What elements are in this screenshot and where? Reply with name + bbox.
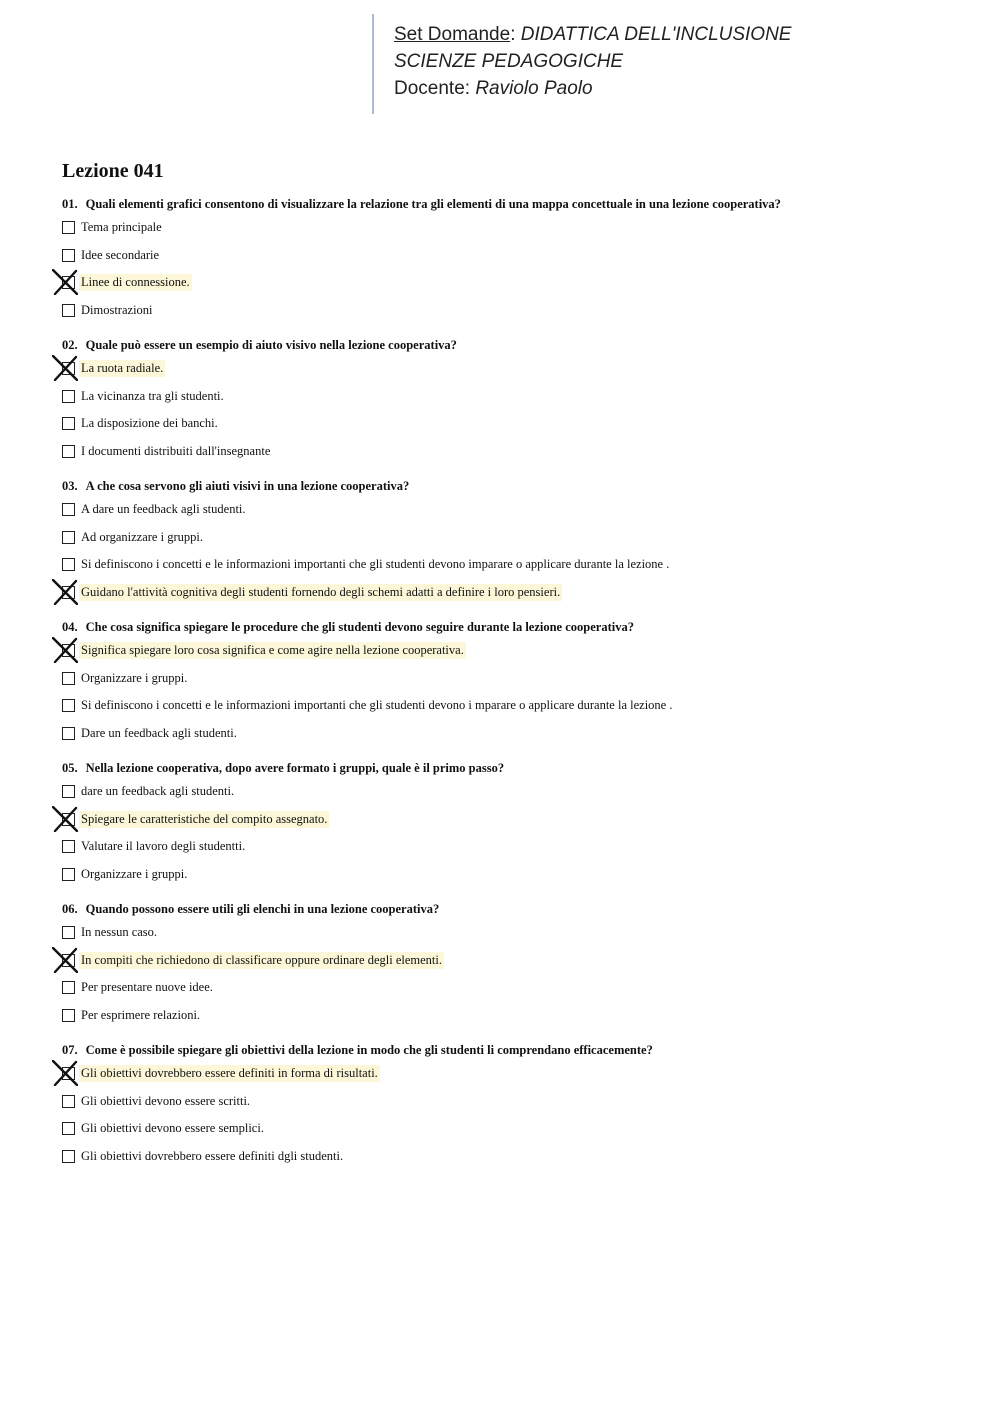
- answer-text: Organizzare i gruppi.: [81, 670, 188, 685]
- answer-text: Gli obiettivi devono essere semplici.: [81, 1121, 264, 1136]
- answer-text: In compiti che richiedono di classificare oppure ordinare degli elementi.: [81, 952, 442, 967]
- cross-mark-icon: [52, 269, 78, 295]
- answer-text: Gli obiettivi devono essere scritti.: [81, 1093, 251, 1108]
- checkbox[interactable]: [62, 558, 75, 571]
- answer-text: Per esprimere relazioni.: [81, 1007, 201, 1022]
- document-header: [372, 14, 791, 114]
- answer-text: Significa spiegare loro cosa significa e come agire nella lezione cooperativa.: [81, 643, 464, 658]
- answer-text: Guidano l'attività cognitiva degli studenti fornendo degli schemi adatti a definire i loro pensieri.: [81, 584, 561, 599]
- question-block: [62, 617, 962, 747]
- teacher-label: Docente:: [394, 78, 471, 99]
- checkbox[interactable]: [62, 1067, 75, 1080]
- checkbox[interactable]: [62, 445, 75, 458]
- answer-text: La disposizione dei banchi.: [81, 416, 218, 431]
- answer-text: Idee secondarie: [81, 247, 160, 262]
- question-number: 06.: [62, 902, 78, 916]
- set-title: DIDATTICA DELL'INCLUSIONE: [520, 24, 792, 45]
- answer-option-correct[interactable]: [62, 637, 962, 665]
- answer-option[interactable]: [62, 496, 962, 524]
- answer-option-correct[interactable]: [62, 1060, 962, 1088]
- checkbox[interactable]: [62, 1150, 75, 1163]
- answer-option-correct[interactable]: [62, 806, 962, 834]
- question-text: Come è possibile spiegare gli obiettivi della lezione in modo che gli studenti li comprendano efficacemente?: [85, 1043, 653, 1057]
- answer-text: La ruota radiale.: [81, 361, 164, 376]
- checkbox[interactable]: [62, 417, 75, 430]
- answer-option[interactable]: [62, 214, 962, 242]
- question-number: 04.: [62, 620, 78, 634]
- checkbox[interactable]: [62, 221, 75, 234]
- answer-option[interactable]: [62, 665, 962, 693]
- question-text-line: [62, 758, 962, 778]
- set-colon: :: [510, 24, 516, 45]
- answer-text: Linee di connessione.: [81, 275, 190, 290]
- checkbox[interactable]: [62, 1122, 75, 1135]
- question-text: Che cosa significa spiegare le procedure che gli studenti devono seguire durante la lezione cooperativa?: [85, 620, 634, 634]
- checkbox[interactable]: [62, 926, 75, 939]
- answer-text: dare un feedback agli studenti.: [81, 784, 235, 799]
- question-block: [62, 335, 962, 465]
- answer-option[interactable]: [62, 383, 962, 411]
- question-text: Quali elementi grafici consentono di visualizzare la relazione tra gli elementi di una mappa concettuale in una lezione cooperativa?: [85, 197, 781, 211]
- question-number: 05.: [62, 761, 78, 775]
- subject-line: SCIENZE PEDAGOGICHE: [394, 51, 624, 72]
- question-text-line: [62, 476, 962, 496]
- answer-option-correct[interactable]: [62, 579, 962, 607]
- cross-mark-icon: [52, 1060, 78, 1086]
- answer-option-correct[interactable]: [62, 947, 962, 975]
- answer-option-correct[interactable]: [62, 355, 962, 383]
- answer-option[interactable]: [62, 974, 962, 1002]
- question-text-line: [62, 617, 962, 637]
- answer-text: Si definiscono i concetti e le informazioni importanti che gli studenti devono imparare o applicare durante la lezione .: [81, 557, 670, 572]
- answer-option[interactable]: [62, 410, 962, 438]
- answer-text: Gli obiettivi dovrebbero essere definiti in forma di risultati.: [81, 1066, 378, 1081]
- checkbox[interactable]: [62, 362, 75, 375]
- checkbox[interactable]: [62, 1095, 75, 1108]
- checkbox[interactable]: [62, 868, 75, 881]
- question-block: [62, 899, 962, 1029]
- checkbox[interactable]: [62, 503, 75, 516]
- answer-text: Valutare il lavoro degli studentti.: [81, 839, 246, 854]
- question-number: 01.: [62, 197, 78, 211]
- question-number: 03.: [62, 479, 78, 493]
- answer-text: Per presentare nuove idee.: [81, 980, 213, 995]
- checkbox[interactable]: [62, 276, 75, 289]
- question-text: Nella lezione cooperativa, dopo avere formato i gruppi, quale è il primo passo?: [85, 761, 505, 775]
- cross-mark-icon: [52, 637, 78, 663]
- answer-text: I documenti distribuiti dall'insegnante: [81, 443, 271, 458]
- answer-text: Tema principale: [81, 220, 162, 235]
- question-text: A che cosa servono gli aiuti visivi in una lezione cooperativa?: [85, 479, 410, 493]
- answer-text: Organizzare i gruppi.: [81, 866, 188, 881]
- checkbox[interactable]: [62, 390, 75, 403]
- answer-option[interactable]: [62, 297, 962, 325]
- question-text: Quale può essere un esempio di aiuto visivo nella lezione cooperativa?: [85, 338, 457, 352]
- checkbox[interactable]: [62, 586, 75, 599]
- question-text-line: [62, 335, 962, 355]
- answer-text: La vicinanza tra gli studenti.: [81, 388, 224, 403]
- answer-option[interactable]: [62, 438, 962, 466]
- set-title-line: [394, 21, 791, 48]
- teacher-name: Raviolo Paolo: [475, 78, 593, 99]
- checkbox[interactable]: [62, 249, 75, 262]
- answer-text: In nessun caso.: [81, 925, 158, 940]
- answer-option[interactable]: [62, 524, 962, 552]
- checkbox[interactable]: [62, 813, 75, 826]
- question-text-line: [62, 1040, 962, 1060]
- answer-text: Gli obiettivi dovrebbero essere definiti dgli studenti.: [81, 1148, 344, 1163]
- cross-mark-icon: [52, 579, 78, 605]
- question-list: [62, 194, 962, 1181]
- checkbox[interactable]: [62, 304, 75, 317]
- question-number: 02.: [62, 338, 78, 352]
- question-block: [62, 476, 962, 606]
- answer-text: Dare un feedback agli studenti.: [81, 725, 237, 740]
- question-block: [62, 194, 962, 324]
- answer-option[interactable]: [62, 242, 962, 270]
- question-text-line: [62, 194, 962, 214]
- checkbox[interactable]: [62, 644, 75, 657]
- checkbox[interactable]: [62, 727, 75, 740]
- cross-mark-icon: [52, 947, 78, 973]
- answer-text: Spiegare le caratteristiche del compito assegnato.: [81, 811, 328, 826]
- checkbox[interactable]: [62, 531, 75, 544]
- cross-mark-icon: [52, 355, 78, 381]
- teacher-line: [394, 75, 791, 102]
- checkbox[interactable]: [62, 954, 75, 967]
- answer-option[interactable]: [62, 919, 962, 947]
- checkbox[interactable]: [62, 699, 75, 712]
- answer-option[interactable]: [62, 1143, 962, 1171]
- answer-text: Si definiscono i concetti e le informazioni importanti che gli studenti devono i mparare o applicare durante la lezione .: [81, 698, 673, 713]
- answer-option[interactable]: [62, 1002, 962, 1030]
- answer-option[interactable]: [62, 778, 962, 806]
- answer-option[interactable]: [62, 861, 962, 889]
- question-text-line: [62, 899, 962, 919]
- answer-option[interactable]: [62, 551, 962, 579]
- checkbox[interactable]: [62, 1009, 75, 1022]
- checkbox[interactable]: [62, 672, 75, 685]
- question-number: 07.: [62, 1043, 78, 1057]
- question-block: [62, 758, 962, 888]
- answer-text: Dimostrazioni: [81, 302, 153, 317]
- checkbox[interactable]: [62, 785, 75, 798]
- answer-option[interactable]: [62, 1115, 962, 1143]
- lesson-title: Lezione 041: [62, 160, 164, 182]
- answer-option[interactable]: [62, 1088, 962, 1116]
- cross-mark-icon: [52, 806, 78, 832]
- checkbox[interactable]: [62, 981, 75, 994]
- checkbox[interactable]: [62, 840, 75, 853]
- answer-option[interactable]: [62, 833, 962, 861]
- answer-text: A dare un feedback agli studenti.: [81, 502, 246, 517]
- answer-option[interactable]: [62, 720, 962, 748]
- answer-text: Ad organizzare i gruppi.: [81, 529, 203, 544]
- question-block: [62, 1040, 962, 1170]
- set-label: Set Domande: [394, 24, 511, 45]
- answer-option[interactable]: [62, 692, 962, 720]
- answer-option-correct[interactable]: [62, 269, 962, 297]
- question-text: Quando possono essere utili gli elenchi in una lezione cooperativa?: [85, 902, 440, 916]
